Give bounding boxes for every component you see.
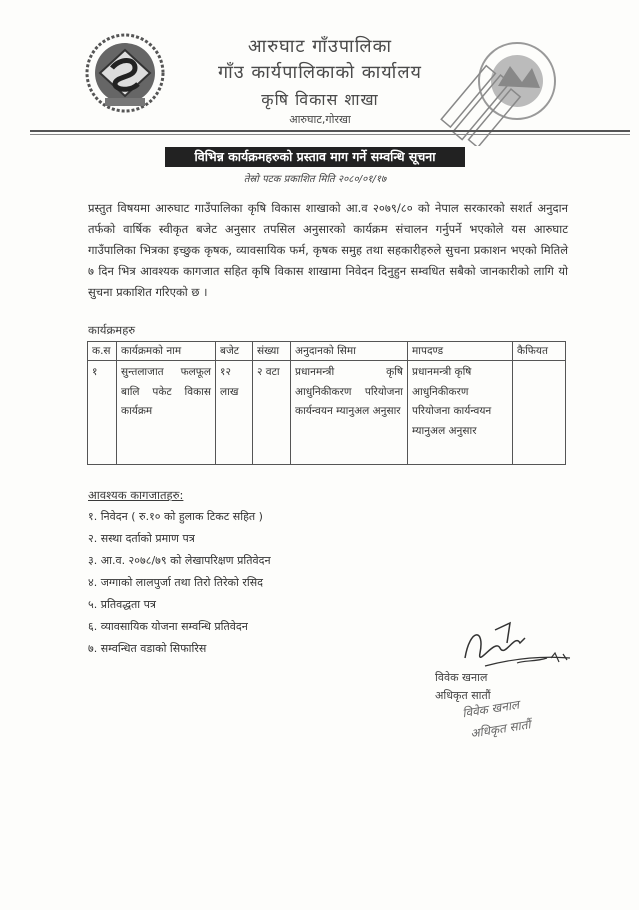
list-item: ६. व्यावसायिक योजना सम्वन्धि प्रतिवेदन <box>88 620 248 633</box>
cell-count: २ वटा <box>253 361 291 465</box>
office-branch: कृषि विकास शाखा <box>261 90 379 109</box>
signatory-stamp-post: अधिकृत सातौं <box>469 717 532 741</box>
list-item: ५. प्रतिवद्धता पत्र <box>88 598 156 611</box>
list-item: ७. सम्वन्धित वडाको सिफारिस <box>88 642 207 655</box>
col-header-sn: क.स <box>88 342 117 361</box>
list-item: २. सस्था दर्ताको प्रमाण पत्र <box>88 532 195 545</box>
header-rule <box>30 130 630 132</box>
cell-grant-limit: प्रधानमन्त्री कृषि आधुनिकीकरण परियोजना कार्यन्वयन म्यानुअल अनुसार <box>291 361 408 465</box>
notice-title: विभिन्न कार्यक्रमहरुको प्रस्ताव माग गर्ने सम्वन्धि सूचना <box>165 147 465 167</box>
col-header-criteria: मापदण्ड <box>408 342 513 361</box>
programs-table <box>87 341 566 465</box>
programs-heading: कार्यक्रमहरु <box>88 323 136 337</box>
cell-budget: १२ लाख <box>216 361 253 465</box>
table-header-row <box>88 342 566 361</box>
signatory-stamp-name: विवेक खनाल <box>461 697 521 721</box>
col-header-grant-limit: अनुदानको सिमा <box>291 342 408 361</box>
office-name: आरुघाट गाँउपालिका <box>247 36 393 57</box>
office-address: आरुघाट,गोरखा <box>289 113 351 126</box>
notice-paragraph: प्रस्तुत विषयमा आरुघाट गाउँपालिका कृषि विकास शाखाको आ.व २०७९/८० को नेपाल सरकारको सशर्त अनुदान तर्फको वार्षिक स्वीकृत बजेट अनुसार तपसिल अनुसारको कार्यक्रम संचालन गर्नुपर्ने भएकोले यस आरुघाट गाउँपालिका भित्रका इच्छुक कृषक, व्यावसायिक फर्म, कृषक समुह तथा सहकारीहरुले सुचना प्रकाशन भएको मितिले ७ दिन भित्र आवश्यक कागजात सहित कृषि विकास शाखामा निवेदन दिनुहुन सम्वधित सबैको जानकारीको लागि यो सुचना प्रकाशित गरिएको छ । <box>88 201 568 299</box>
list-item: १. निवेदन ( रु.१० को हुलाक टिकट सहित ) <box>88 510 263 523</box>
signatory-post: अधिकृत सातौं <box>435 689 491 702</box>
col-header-budget: बजेट <box>216 342 253 361</box>
cell-criteria: प्रधानमन्त्री कृषि आधुनिकीकरण परियोजना कार्यन्वयन म्यानुअल अनुसार <box>408 361 513 465</box>
cell-sn: १ <box>88 361 117 465</box>
handwritten-signature-icon <box>455 618 575 678</box>
col-header-remarks: कैफियत <box>513 342 566 361</box>
header-rule-thin <box>30 134 630 135</box>
list-item: ३. आ.व. २०७८/७९ को लेखापरिक्षण प्रतिवेदन <box>88 554 271 567</box>
signatory-name: विवेक खनाल <box>435 671 488 684</box>
office-subtitle: गाँउ कार्यपालिकाको कार्यालय <box>218 62 422 83</box>
documents-list <box>88 506 271 660</box>
list-item: ४. जग्गाको लालपुर्जा तथा तिरो तिरेको रसिद <box>88 576 263 589</box>
documents-heading: आवश्यक कागजातहरु: <box>88 488 184 502</box>
cell-remarks <box>513 361 566 465</box>
col-header-count: संख्या <box>253 342 291 361</box>
table-row <box>88 361 566 465</box>
cell-program-name: सुन्तलाजात फलफूल बालि पकेट विकास कार्यक्रम <box>117 361 216 465</box>
notice-published-date: तेस्रो पटक प्रकाशित मिति २०८०/०१/१७ <box>243 174 387 185</box>
col-header-name: कार्यक्रमको नाम <box>117 342 216 361</box>
